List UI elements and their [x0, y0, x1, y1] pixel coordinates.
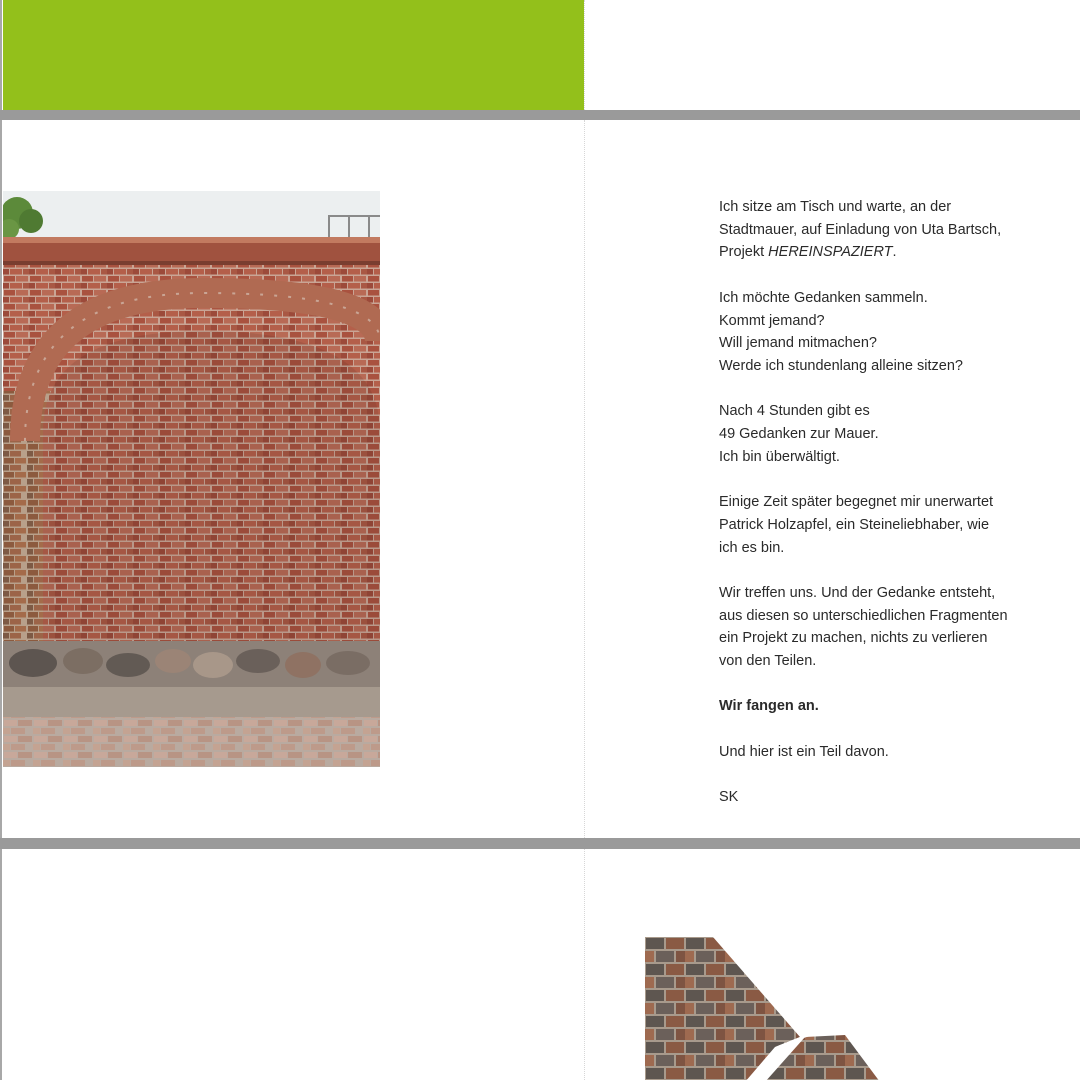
middle-spread: [0, 120, 1080, 838]
text-line: von den Teilen.: [719, 653, 817, 669]
text-line: aus diesen so unterschiedlichen Fragmenten: [719, 607, 1008, 624]
brick-wall-photo: [3, 191, 380, 767]
intro-text: [719, 196, 1039, 832]
text-line: Ich sitze am Tisch und warte, an der: [719, 199, 952, 215]
paragraph-2: [719, 287, 1039, 378]
text-line: Patrick Holzapfel, ein Steineliebhaber, wie: [719, 516, 990, 533]
signature: SK: [719, 789, 739, 806]
text-line: ein Projekt zu machen, nichts zu verlieren: [719, 630, 988, 647]
text-line: Will jemand mitmachen?: [719, 335, 877, 352]
page-gutter: [584, 120, 585, 838]
text-line: Ich bin überwältigt.: [719, 448, 840, 465]
stone-fragment-image: [645, 937, 885, 1080]
page-gutter: [584, 0, 585, 110]
text-fragment: .: [892, 244, 897, 261]
text-line: ich es bin.: [719, 539, 785, 556]
text-line: Ich möchte Gedanken sammeln.: [719, 289, 928, 306]
page-edge: [0, 849, 2, 1080]
text-line: [719, 241, 1039, 264]
text-line: Nach 4 Stunden gibt es: [719, 403, 870, 420]
paragraph-4: [719, 491, 1039, 559]
page-gutter: [584, 849, 585, 1080]
text-line: Stadtmauer, auf Einladung von Uta Bartsch,: [719, 221, 1002, 238]
page-edge: [0, 120, 2, 838]
green-color-block: [3, 0, 584, 110]
text-line: Kommt jemand?: [719, 312, 825, 329]
text-line: Wir treffen uns. Und der Gedanke entsteht,: [719, 584, 996, 601]
text-line: Werde ich stundenlang alleine sitzen?: [719, 357, 963, 374]
paragraph-3: [719, 400, 1039, 468]
paragraph-7: Und hier ist ein Teil davon.: [719, 743, 889, 760]
text-line: 49 Gedanken zur Mauer.: [719, 426, 879, 442]
text-fragment: Projekt: [719, 244, 769, 261]
text-line: Einige Zeit später begegnet mir unerwartet: [719, 494, 994, 511]
bottom-spread: [0, 849, 1080, 1080]
paragraph-5: [719, 582, 1039, 673]
paragraph-1: [719, 196, 1039, 264]
top-spread: [0, 0, 1080, 110]
paragraph-6-bold: Wir fangen an.: [719, 698, 819, 715]
page-edge: [0, 0, 2, 110]
project-name: HEREINSPAZIERT: [768, 244, 893, 261]
